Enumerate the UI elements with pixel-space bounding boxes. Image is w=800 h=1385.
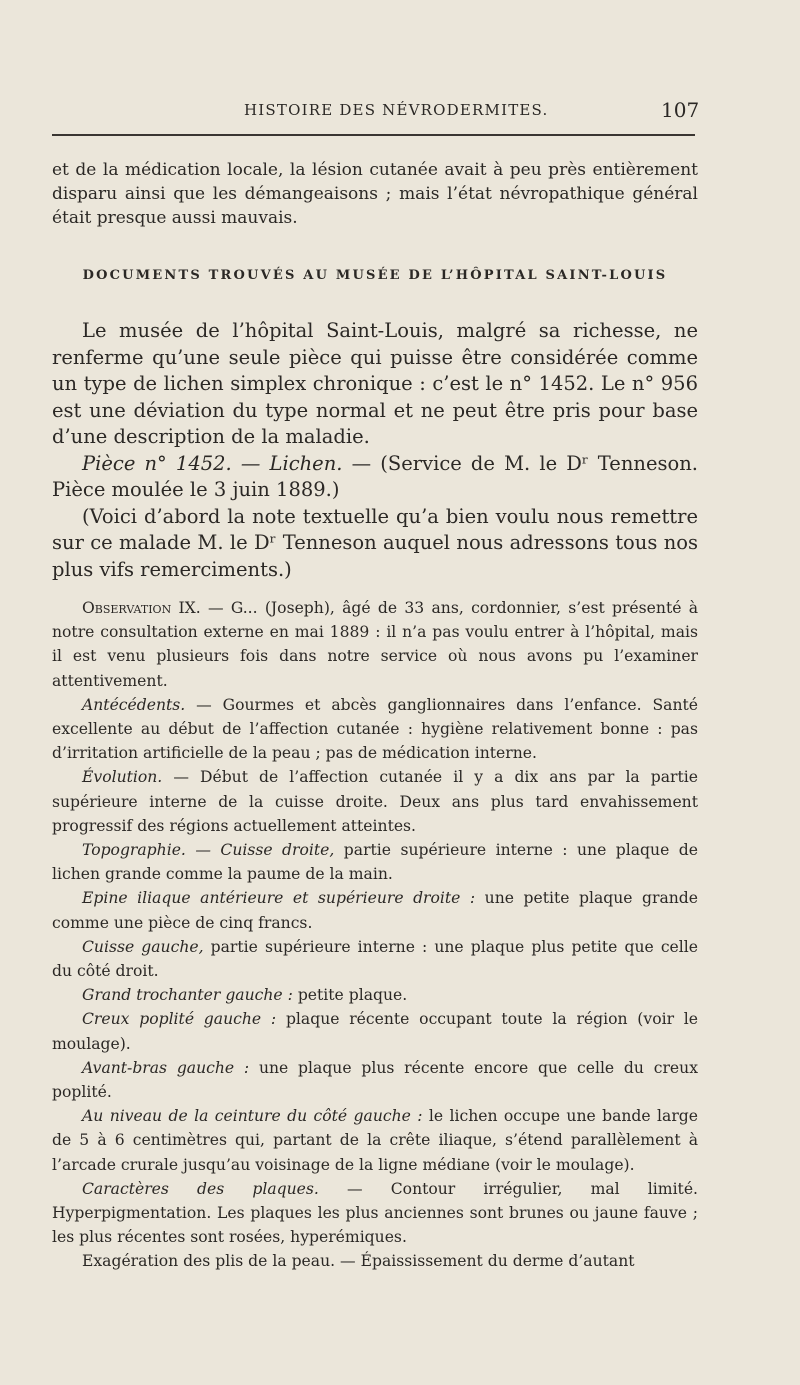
note-paragraph: (Voici d’abord la note textuelle qu’a bien voulu nous remettre sur ce malade M. le Dʳ Tenneson auquel nous adressons tous nos plus vifs remerciments.): [52, 504, 698, 581]
header-rule: [52, 134, 695, 136]
entry-label: Antécédents.: [82, 695, 186, 714]
entry-antecedents: [52, 693, 698, 766]
entry-exageration: [52, 1249, 698, 1273]
entry-text: plaque récente occupant toute la région (voir le moulage).: [52, 1010, 699, 1053]
entry-cuisse-gauche: [52, 935, 698, 983]
entry-ceinture: [52, 1104, 698, 1177]
entry-label: Évolution.: [82, 768, 163, 787]
entry-caracteres: [52, 1177, 698, 1250]
entry-creux-poplite: [52, 1007, 698, 1055]
museum-paragraph: Le musée de l’hôpital Saint-Louis, malgré sa richesse, ne renferme qu’une seule pièce qui puisse être considérée comme un type de lichen simplex chronique : c’est le n° 1452. Le n° 956 est une déviation du type normal et ne peut être pris pour base d’une description de la maladie.: [52, 319, 698, 448]
entry-text: partie supérieure interne : une plaque de lichen grande comme la paume de la main.: [52, 841, 698, 884]
observation-text: — G... (Joseph), âgé de 33 ans, cordonnier, s’est présenté à notre consultation externe en mai 1889 : il n’a pas voulu entrer à l’hôpital, mais il est venu plusieurs fois dans notre service où nous avons pu l’examiner attentivement.: [52, 599, 698, 690]
entry-text: — Début de l’affection cutanée il y a dix ans par la partie supérieure interne de la cuisse droite. Deux ans plus tard envahissement progressif des régions actuellement atteintes.: [52, 768, 698, 835]
intro-block: [52, 158, 698, 230]
entry-text: une petite plaque grande comme une pièce de cinq francs.: [52, 889, 698, 932]
section-title: DOCUMENTS TROUVÉS AU MUSÉE DE L’HÔPITAL SAINT-LOUIS: [82, 268, 668, 283]
observation-label: Observation IX.: [82, 599, 201, 617]
page-number: 107: [661, 98, 700, 122]
piece-label: Pièce n° 1452. — Lichen.: [82, 451, 343, 475]
entry-evolution: [52, 765, 698, 838]
entry-text: Exagération des plis de la peau. — Épaississement du derme d’autant: [82, 1252, 635, 1271]
entry-label: Caractères des plaques.: [82, 1179, 319, 1198]
page-header: [0, 98, 800, 131]
entry-label: Cuisse gauche,: [82, 937, 204, 956]
entry-text: — Contour irrégulier, mal limité. Hyperpigmentation. Les plaques les plus anciennes sont brunes ou jaune fauve ; les plus récentes sont rosées, hyperémiques.: [52, 1179, 699, 1247]
entry-trochanter: [52, 983, 698, 1007]
entry-label: Avant-bras gauche :: [82, 1058, 250, 1077]
entry-label: Topographie. — Cuisse droite,: [82, 841, 335, 860]
entry-epine-iliaque: [52, 886, 698, 934]
entry-avant-bras: [52, 1056, 698, 1104]
observation-section: [52, 596, 698, 1274]
entry-text: une plaque plus récente encore que celle du creux poplité.: [52, 1058, 698, 1102]
entry-label: Creux poplité gauche :: [82, 1010, 277, 1029]
entry-topographie: [52, 838, 698, 886]
entry-label: Grand trochanter gauche :: [82, 986, 293, 1005]
entry-text: le lichen occupe une bande large de 5 à 6 centimètres qui, partant de la crête iliaque, s’étend parallèlement à l’arcade crurale jusqu’au voisinage de la ligne médiane (voir le moulage).: [52, 1107, 698, 1174]
observation-paragraph: [52, 596, 698, 693]
piece-paragraph: [52, 451, 698, 504]
piece-text: — (Service de M. le Dʳ Tenneson. Pièce moulée le 3 juin 1889.): [52, 451, 699, 501]
entry-label: Epine iliaque antérieure et supérieure droite :: [82, 889, 476, 908]
entry-text: petite plaque.: [292, 986, 408, 1005]
entry-label: Au niveau de la ceinture du côté gauche :: [82, 1107, 423, 1126]
intro-paragraph: et de la médication locale, la lésion cutanée avait à peu près entièrement disparu ainsi que les démangeaisons ; mais l’état névropathique général était presque aussi mauvais.: [52, 160, 698, 228]
museum-section: [52, 318, 698, 583]
entry-text: — Gourmes et abcès ganglionnaires dans l’enfance. Santé excellente au début de l’affection cutanée : hygiène relativement bonne : pas d’irritation artificielle de la peau ; pas de médication interne.: [52, 695, 698, 763]
entry-text: partie supérieure interne : une plaque plus petite que celle du côté droit.: [52, 937, 698, 981]
running-title: HISTOIRE DES NÉVRODERMITES.: [244, 101, 549, 119]
